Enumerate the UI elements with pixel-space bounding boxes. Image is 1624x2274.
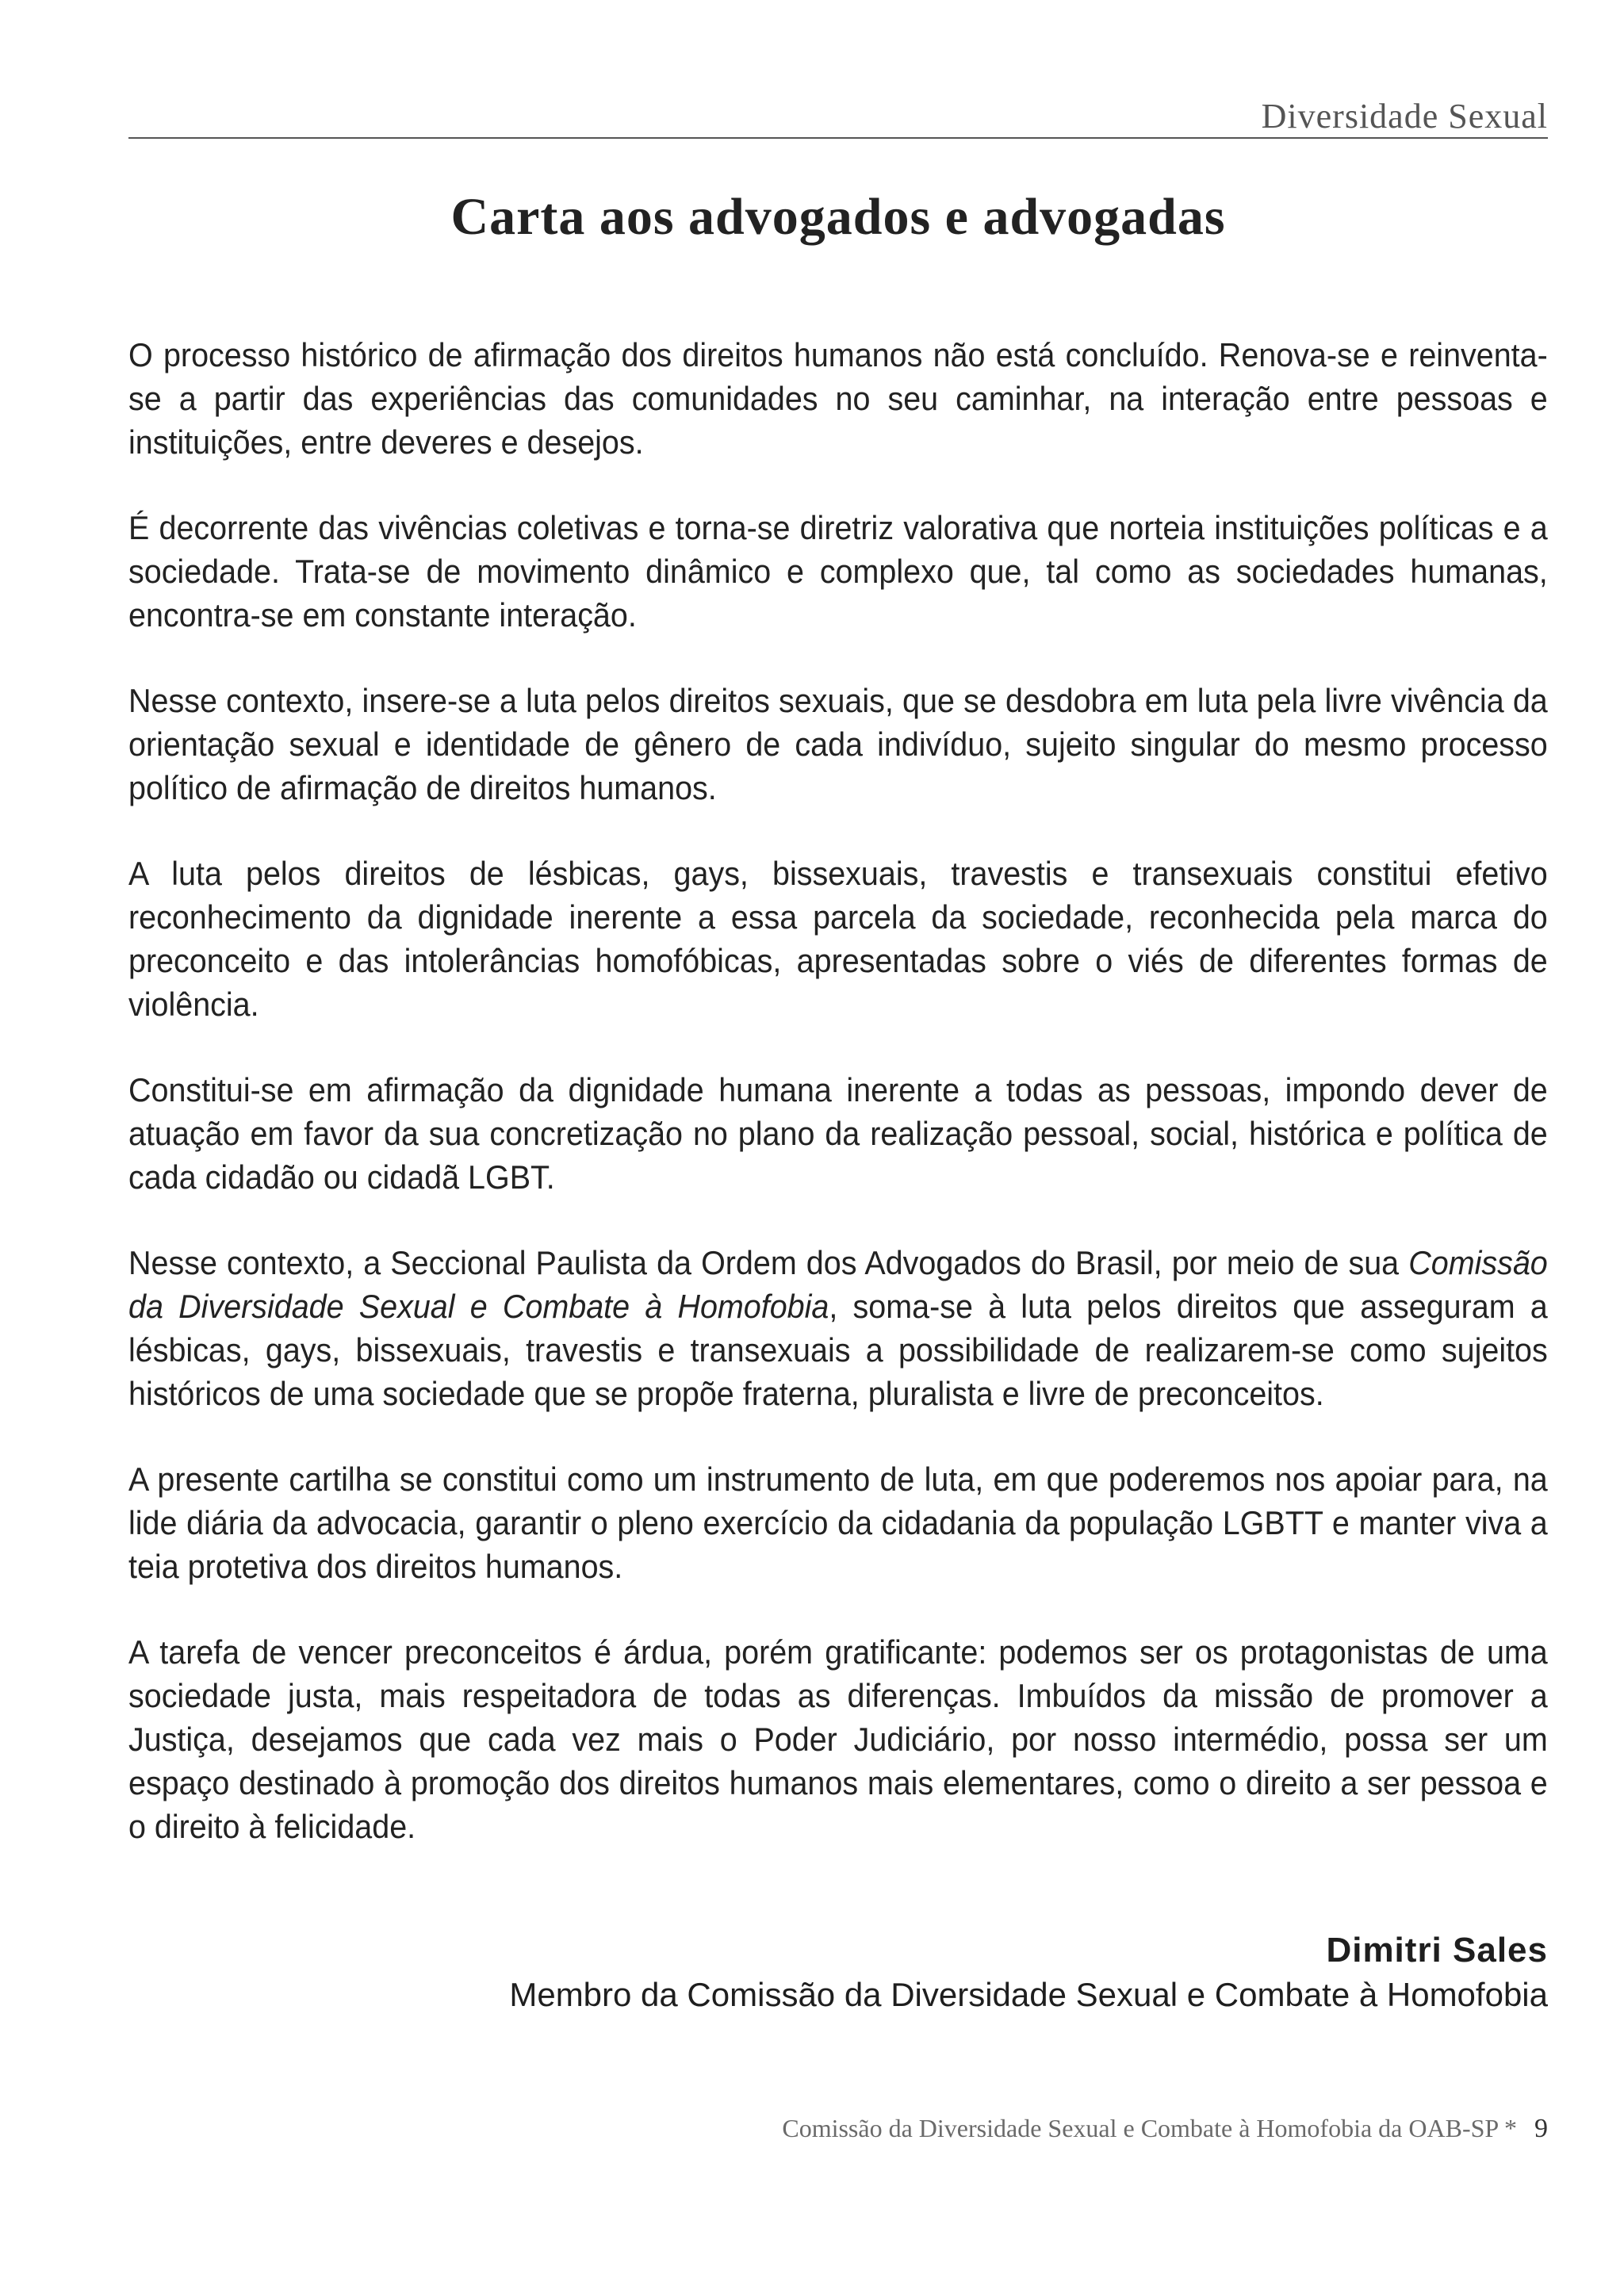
paragraph-6-start: Nesse contexto, a Seccional Paulista da Ordem dos Advogados do Brasil, por meio de sua [128,1244,1409,1281]
paragraph-4: A luta pelos direitos de lésbicas, gays, bissexuais, travestis e transexuais constitui efetivo reconhecimento da dignidade inerente a essa parcela da sociedade, reconhecida pela marca do preconceito e das intolerâncias homofóbicas, apresentadas sobre o viés de diferentes formas de violência. [128,855,1548,1023]
running-header: Diversidade Sexual [1261,97,1548,136]
paragraph-6-end: , soma-se à luta pelos direitos que asseguram a lésbicas, gays, bissexuais, travestis e transexuais a possibilidade de realizarem-se como sujeitos históricos de uma sociedade que se propõe fraterna, pluralista e livre de preconceitos. [128,1288,1548,1412]
header-rule [128,137,1548,139]
paragraph-8: A tarefa de vencer preconceitos é árdua, porém gratificante: podemos ser os protagonistas de uma sociedade justa, mais respeitadora de todas as diferenças. Imbuídos da missão de promover a Justiça, desejamos que cada vez mais o Poder Judiciário, por nosso intermédio, possa ser um espaço destinado à promoção dos direitos humanos mais elementares, como o direito a ser pessoa e o direito à felicidade. [128,1633,1548,1845]
page-number: 9 [1534,2114,1548,2143]
paragraph-7: A presente cartilha se constitui como um instrumento de luta, em que poderemos nos apoiar para, na lide diária da advocacia, garantir o pleno exercício da cidadania da população LGBTT e manter viva a teia protetiva dos direitos humanos. [128,1460,1548,1585]
letter-body [128,333,1548,1890]
signature-name: Dimitri Sales [1326,1931,1548,1970]
paragraph-3: Nesse contexto, insere-se a luta pelos direitos sexuais, que se desdobra em luta pela livre vivência da orientação sexual e identidade de gênero de cada indivíduo, sujeito singular do mesmo processo político de afirmação de direitos humanos. [128,682,1548,806]
signature-block [128,1928,1548,2017]
document-title: Carta aos advogados e advogadas [450,188,1226,246]
paragraph-2: É decorrente das vivências coletivas e torna-se diretriz valorativa que norteia instituições políticas e a sociedade. Trata-se de movimento dinâmico e complexo que, tal como as sociedades humanas, encontra-se em constante interação. [128,509,1548,634]
footer-text: Comissão da Diversidade Sexual e Combate à Homofobia da OAB-SP * [782,2114,1517,2142]
commission-name: Comissão da Diversidade Sexual e Combate à Homofobia [128,1244,1548,1325]
page-footer [128,2115,1548,2142]
paragraph-1: O processo histórico de afirmação dos direitos humanos não está concluído. Renova-se e reinventa-se a partir das experiências das comunidades no seu caminhar, na interação entre pessoas e instituições, entre deveres e desejos. [128,336,1548,461]
signature-role: Membro da Comissão da Diversidade Sexual e Combate à Homofobia [509,1976,1548,2013]
paragraph-6 [128,1241,1548,1415]
paragraph-5: Constitui-se em afirmação da dignidade humana inerente a todas as pessoas, impondo dever de atuação em favor da sua concretização no plano da realização pessoal, social, histórica e política de cada cidadão ou cidadã LGBT. [128,1071,1548,1196]
